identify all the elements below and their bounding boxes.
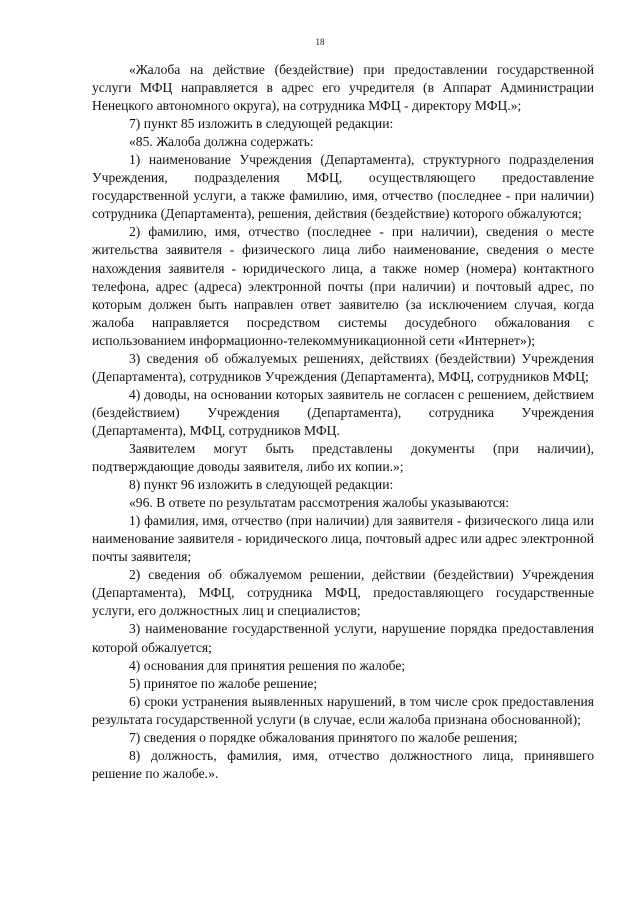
paragraph: 2) сведения об обжалуемом решении, действии (бездействии) Учреждения (Департамента), МФЦ, сотрудника МФЦ, предоставляющего государственные услуги, его должностных лиц и специалистов; [92,567,594,619]
paragraph: «96. В ответе по результатам рассмотрения жалобы указываются: [129,495,510,511]
paragraph: «85. Жалоба должна содержать: [129,134,314,150]
paragraph: 7) сведения о порядке обжалования принятого по жалобе решения; [129,729,518,745]
document-body [92,61,594,783]
page-number: 18 [315,37,325,47]
paragraph: 8) должность, фамилия, имя, отчество должностного лица, принявшего решение по жалобе.». [92,747,594,781]
paragraph: 8) пункт 96 изложить в следующей редакции: [129,477,394,493]
paragraph: 4) основания для принятия решения по жалобе; [129,657,406,673]
paragraph: 7) пункт 85 изложить в следующей редакции: [129,116,394,132]
paragraph: 1) фамилия, имя, отчество (при наличии) для заявителя - физического лица или наименование заявителя - юридического лица, почтовый адрес или адрес электронной почты заявителя; [92,513,594,565]
paragraph: 5) принятое по жалобе решение; [129,675,318,691]
paragraph: 1) наименование Учреждения (Департамента), структурного подразделения Учреждения, подразделения МФЦ, осуществляющего предоставление государственной услуги, а также фамилию, имя, отчество (последнее - при наличии) сотрудника (Департамента), решения, действия (бездействие) которого обжалуются; [92,152,594,222]
paragraph: 3) наименование государственной услуги, нарушение порядка предоставления которой обжалуется; [92,621,594,655]
paragraph: «Жалоба на действие (бездействие) при предоставлении государственной услуги МФЦ направляется в адрес его учредителя (в Аппарат Администрации Ненецкого автономного округа), на сотрудника МФЦ - директору МФЦ.»; [92,62,594,114]
paragraph: 6) сроки устранения выявленных нарушений, в том числе срок предоставления результата государственной услуги (в случае, если жалоба признана обоснованной); [92,693,594,727]
paragraph: Заявителем могут быть представлены документы (при наличии), подтверждающие доводы заявителя, либо их копии.»; [92,440,594,475]
paragraph: 3) сведения об обжалуемых решениях, действиях (бездействии) Учреждения (Департамента), сотрудников Учреждения (Департамента), МФЦ, сотрудников МФЦ; [92,350,594,384]
paragraph: 2) фамилию, имя, отчество (последнее - при наличии), сведения о месте жительства заявителя - физического лица либо наименование, сведения о месте нахождения заявителя - юридического лица, а также номер (номера) контактного телефона, адрес (адреса) электронной почты (при наличии) и почтовый адрес, по которым должен быть направлен ответ заявителю (за исключением случая, когда жалоба направляется посредством системы досудебного обжалования с использованием информационно-телекоммуникационной сети «Интернет»); [92,224,594,348]
paragraph: 4) доводы, на основании которых заявитель не согласен с решением, действием (бездействием) Учреждения (Департамента), сотрудника Учреждения (Департамента), МФЦ, сотрудников МФЦ. [92,386,594,438]
